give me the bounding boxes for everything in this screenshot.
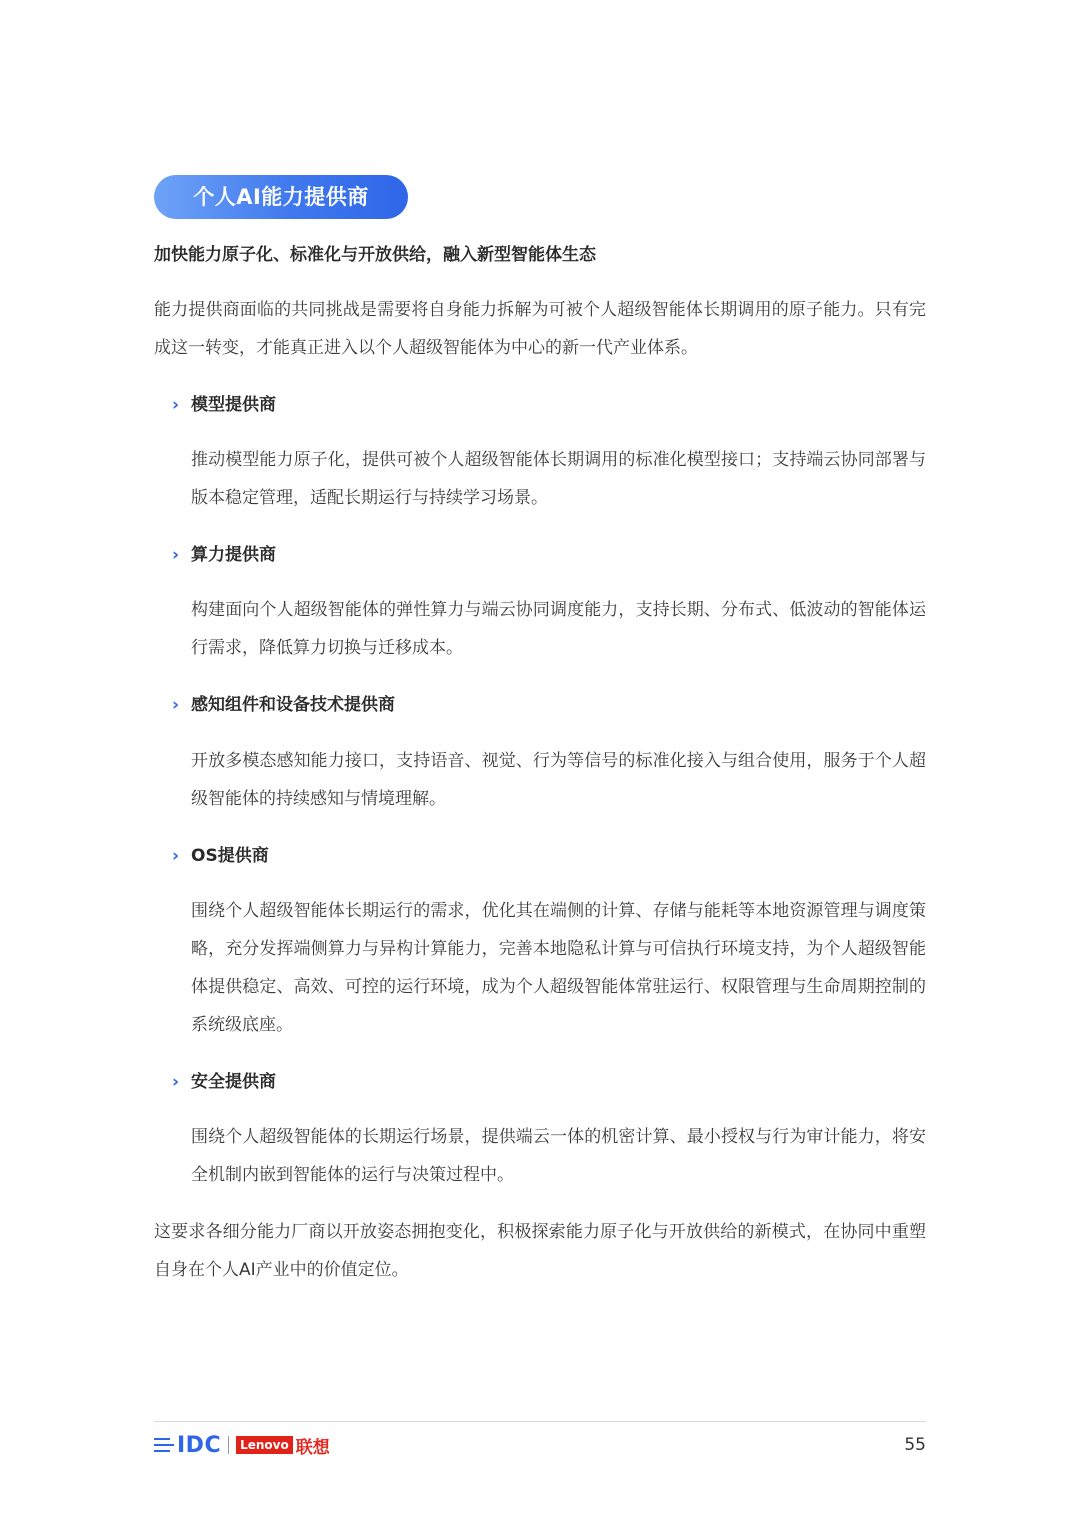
logo-divider [228, 1436, 229, 1454]
conclusion-paragraph: 这要求各细分能力厂商以开放姿态拥抱变化，积极探索能力原子化与开放供给的新模式，在协同中重塑自身在个人AI产业中的价值定位。 [154, 1222, 926, 1280]
chevron-right-icon: › [172, 695, 180, 715]
item-heading-model [172, 392, 276, 418]
item-heading-security [172, 1069, 276, 1095]
chevron-right-icon: › [172, 545, 180, 565]
item-heading-os [172, 843, 269, 869]
chevron-right-icon: › [172, 846, 180, 866]
item-title: 安全提供商 [191, 1072, 276, 1092]
item-body-os: 围绕个人超级智能体长期运行的需求，优化其在端侧的计算、存储与能耗等本地资源管理与调度策略，充分发挥端侧算力与异构计算能力，完善本地隐私计算与可信执行环境支持，为个人超级智能体提供稳定、高效、可控的运行环境，成为个人超级智能体常驻运行、权限管理与生命周期控制的系统级底座。 [191, 901, 926, 1035]
footer-divider [154, 1421, 926, 1422]
item-body-perception: 开放多模态感知能力接口，支持语音、视觉、行为等信号的标准化接入与组合使用，服务于个人超级智能体的持续感知与情境理解。 [191, 751, 926, 809]
intro-paragraph: 能力提供商面临的共同挑战是需要将自身能力拆解为可被个人超级智能体长期调用的原子能力。只有完成这一转变，才能真正进入以个人超级智能体为中心的新一代产业体系。 [154, 300, 926, 358]
page-number: 55 [904, 1435, 926, 1455]
item-title: 模型提供商 [191, 395, 276, 415]
chevron-right-icon: › [172, 1072, 180, 1092]
chevron-right-icon: › [172, 395, 180, 415]
item-body-security: 围绕个人超级智能体的长期运行场景，提供端云一体的机密计算、最小授权与行为审计能力，将安全机制内嵌到智能体的运行与决策过程中。 [191, 1127, 926, 1185]
lenovo-cn-logo: 联想 [295, 1437, 330, 1458]
item-title: 算力提供商 [191, 545, 276, 565]
item-heading-perception [172, 692, 395, 718]
section-subtitle: 加快能力原子化、标准化与开放供给，融入新型智能体生态 [154, 245, 596, 265]
lenovo-logo: Lenovo [236, 1436, 293, 1454]
item-heading-compute [172, 542, 276, 568]
footer-logos [154, 1432, 330, 1458]
item-title: OS提供商 [191, 846, 269, 866]
section-pill-heading: 个人AI能力提供商 [154, 175, 408, 219]
item-title: 感知组件和设备技术提供商 [191, 695, 395, 715]
idc-logo: IDC [177, 1432, 222, 1458]
item-body-compute: 构建面向个人超级智能体的弹性算力与端云协同调度能力，支持长期、分布式、低波动的智能体运行需求，降低算力切换与迁移成本。 [191, 600, 926, 658]
idc-logo-lines-icon [154, 1436, 174, 1454]
item-body-model: 推动模型能力原子化，提供可被个人超级智能体长期调用的标准化模型接口；支持端云协同部署与版本稳定管理，适配长期运行与持续学习场景。 [191, 450, 926, 508]
